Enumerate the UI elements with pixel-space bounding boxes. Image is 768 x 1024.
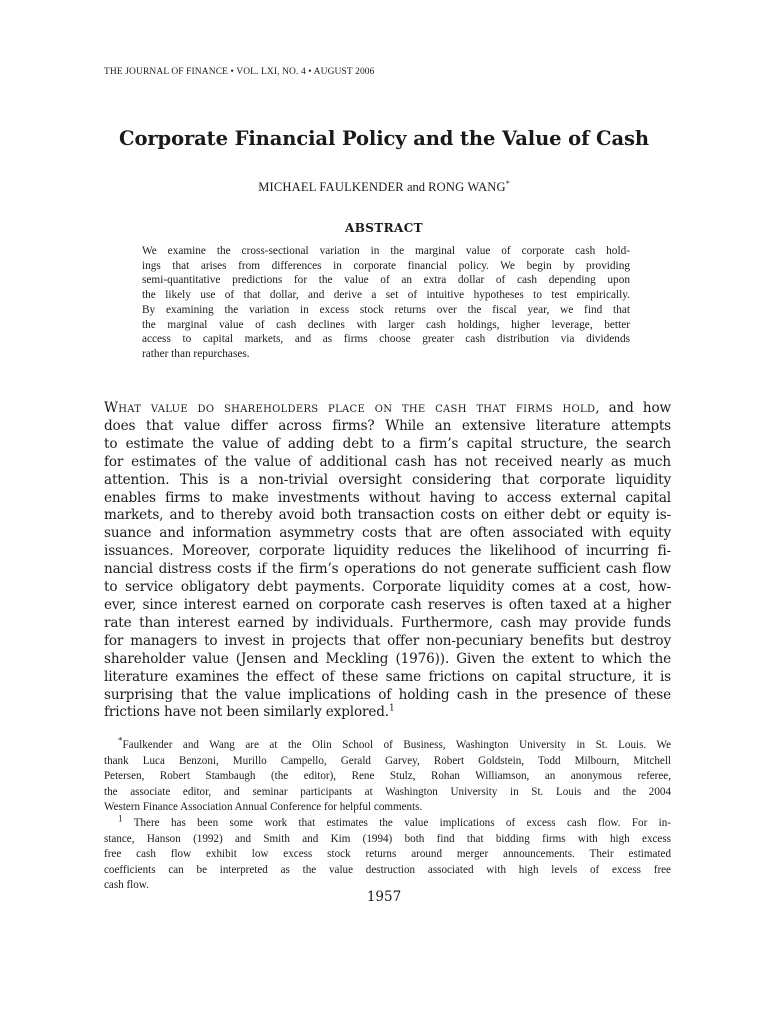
- body-line: for estimates of the value of additional cash has not received nearly as much: [104, 453, 671, 470]
- author-name-2: RONG WANG: [428, 180, 506, 194]
- footnote-reference-1: 1: [388, 703, 395, 714]
- body-line: rate than interest earned by individuals. Furthermore, cash may provide funds: [104, 614, 671, 631]
- abstract-text: [142, 244, 630, 362]
- abstract-line: the likely use of that dollar, and derive a set of intuitive hypotheses to test empirically.: [142, 289, 630, 302]
- small-caps-lead-in: What value do shareholders place on the cash that firms hold: [104, 400, 596, 416]
- body-line: shareholder value (Jensen and Meckling (1976)). Given the extent to which the: [104, 650, 671, 667]
- footnote-line: [104, 735, 671, 754]
- footnote-line: cash flow.: [104, 879, 149, 892]
- abstract-line: rather than repurchases.: [142, 347, 250, 360]
- body-line: for managers to invest in projects that offer non-pecuniary benefits but destroy: [104, 632, 671, 649]
- abstract-line: the marginal value of cash declines with larger cash holdings, higher leverage, better: [142, 318, 630, 331]
- footnotes: [104, 735, 671, 894]
- footnote-line: Western Finance Association Annual Conference for helpful comments.: [104, 801, 423, 814]
- abstract-line: semi-quantitative predictions for the value of an extra dollar of cash depending upon: [142, 274, 630, 287]
- footnote-line: [104, 813, 671, 832]
- footnote-line: free cash flow exhibit low excess stock returns around merger announcements. Their estimated: [104, 848, 671, 861]
- author-footnote-marker: *: [505, 178, 510, 188]
- footnote-line: thank Luca Benzoni, Murillo Campello, Gerald Garvey, Robert Goldstein, Todd Milbourn, Mitchell: [104, 754, 671, 767]
- body-line: does that value differ across firms? While an extensive literature attempts: [104, 417, 671, 434]
- body-line: nancial distress costs if the firm’s operations do not generate sufficient cash flow: [104, 561, 671, 578]
- footnote-star: [104, 735, 671, 816]
- body-first-line: [104, 400, 671, 418]
- page-number: 1957: [366, 889, 402, 905]
- body-line: enables firms to make investments without having to access external capital: [104, 489, 671, 506]
- abstract-line: ings that arises from differences in corporate financial policy. We begin by providing: [142, 259, 630, 272]
- body-line: issuances. Moreover, corporate liquidity reduces the likelihood of incurring fi-: [104, 543, 671, 560]
- running-head: THE JOURNAL OF FINANCE • VOL. LXI, NO. 4 • AUGUST 2006: [104, 67, 375, 77]
- paper-title: Corporate Financial Policy and the Value of Cash: [119, 127, 649, 150]
- footnote-line: stance, Hanson (1992) and Smith and Kim (1994) both find that bidding firms with high excess: [104, 832, 671, 845]
- footnote-line-text: Faulkender and Wang are at the Olin School of Business, Washington University in St. Louis. We: [122, 739, 671, 751]
- author-name-1: MICHAEL FAULKENDER: [258, 180, 404, 194]
- body-line: surprising that the value implications of holding cash in the presence of these: [104, 686, 671, 703]
- body-line: markets, and to thereby avoid both transaction costs on either debt or equity is-: [104, 507, 671, 524]
- body-last-line: [104, 704, 671, 722]
- footnote-line: the associate editor, and seminar participants at Washington University in St. Louis and the 2004: [104, 785, 671, 798]
- footnote-line: coefficients can be interpreted as the value destruction associated with high levels of excess free: [104, 863, 671, 876]
- footnote-star-marker: *: [118, 735, 123, 746]
- body-line: literature examines the effect of these same frictions on capital structure, it is: [104, 668, 671, 685]
- body-line: ever, since interest earned on corporate cash reserves is often taxed at a higher: [104, 596, 671, 613]
- author-conjunction: and: [406, 180, 426, 194]
- body-paragraph: [104, 400, 671, 722]
- body-line: to service obligatory debt payments. Corporate liquidity comes at a cost, how-: [104, 579, 671, 596]
- body-line: to estimate the value of adding debt to a firm’s capital structure, the search: [104, 435, 671, 452]
- body-line: suance and information asymmetry costs that are often associated with equity: [104, 525, 671, 542]
- abstract-line: By examining the variation in excess stock returns over the fiscal year, we find that: [142, 303, 630, 316]
- body-first-line-rest: , and how: [595, 400, 672, 416]
- abstract-line: We examine the cross-sectional variation in the marginal value of corporate cash hold-: [142, 245, 630, 257]
- footnote-1: [104, 813, 671, 894]
- body-line: attention. This is a non-trivial oversight considering that corporate liquidity: [104, 471, 671, 488]
- body-last-line-text: frictions have not been similarly explored.: [104, 704, 389, 721]
- abstract-line: access to capital markets, and as firms choose greater cash distribution via dividends: [142, 333, 630, 346]
- footnote-line: Petersen, Robert Stambaugh (the editor), Rene Stulz, Rohan Williamson, an anonymous referee,: [104, 770, 671, 783]
- footnote-line-text: There has been some work that estimates the value implications of excess cash flow. For in-: [122, 816, 671, 829]
- abstract-heading: ABSTRACT: [344, 221, 423, 235]
- author-line: [0, 180, 768, 195]
- footnote-1-marker: 1: [118, 813, 123, 824]
